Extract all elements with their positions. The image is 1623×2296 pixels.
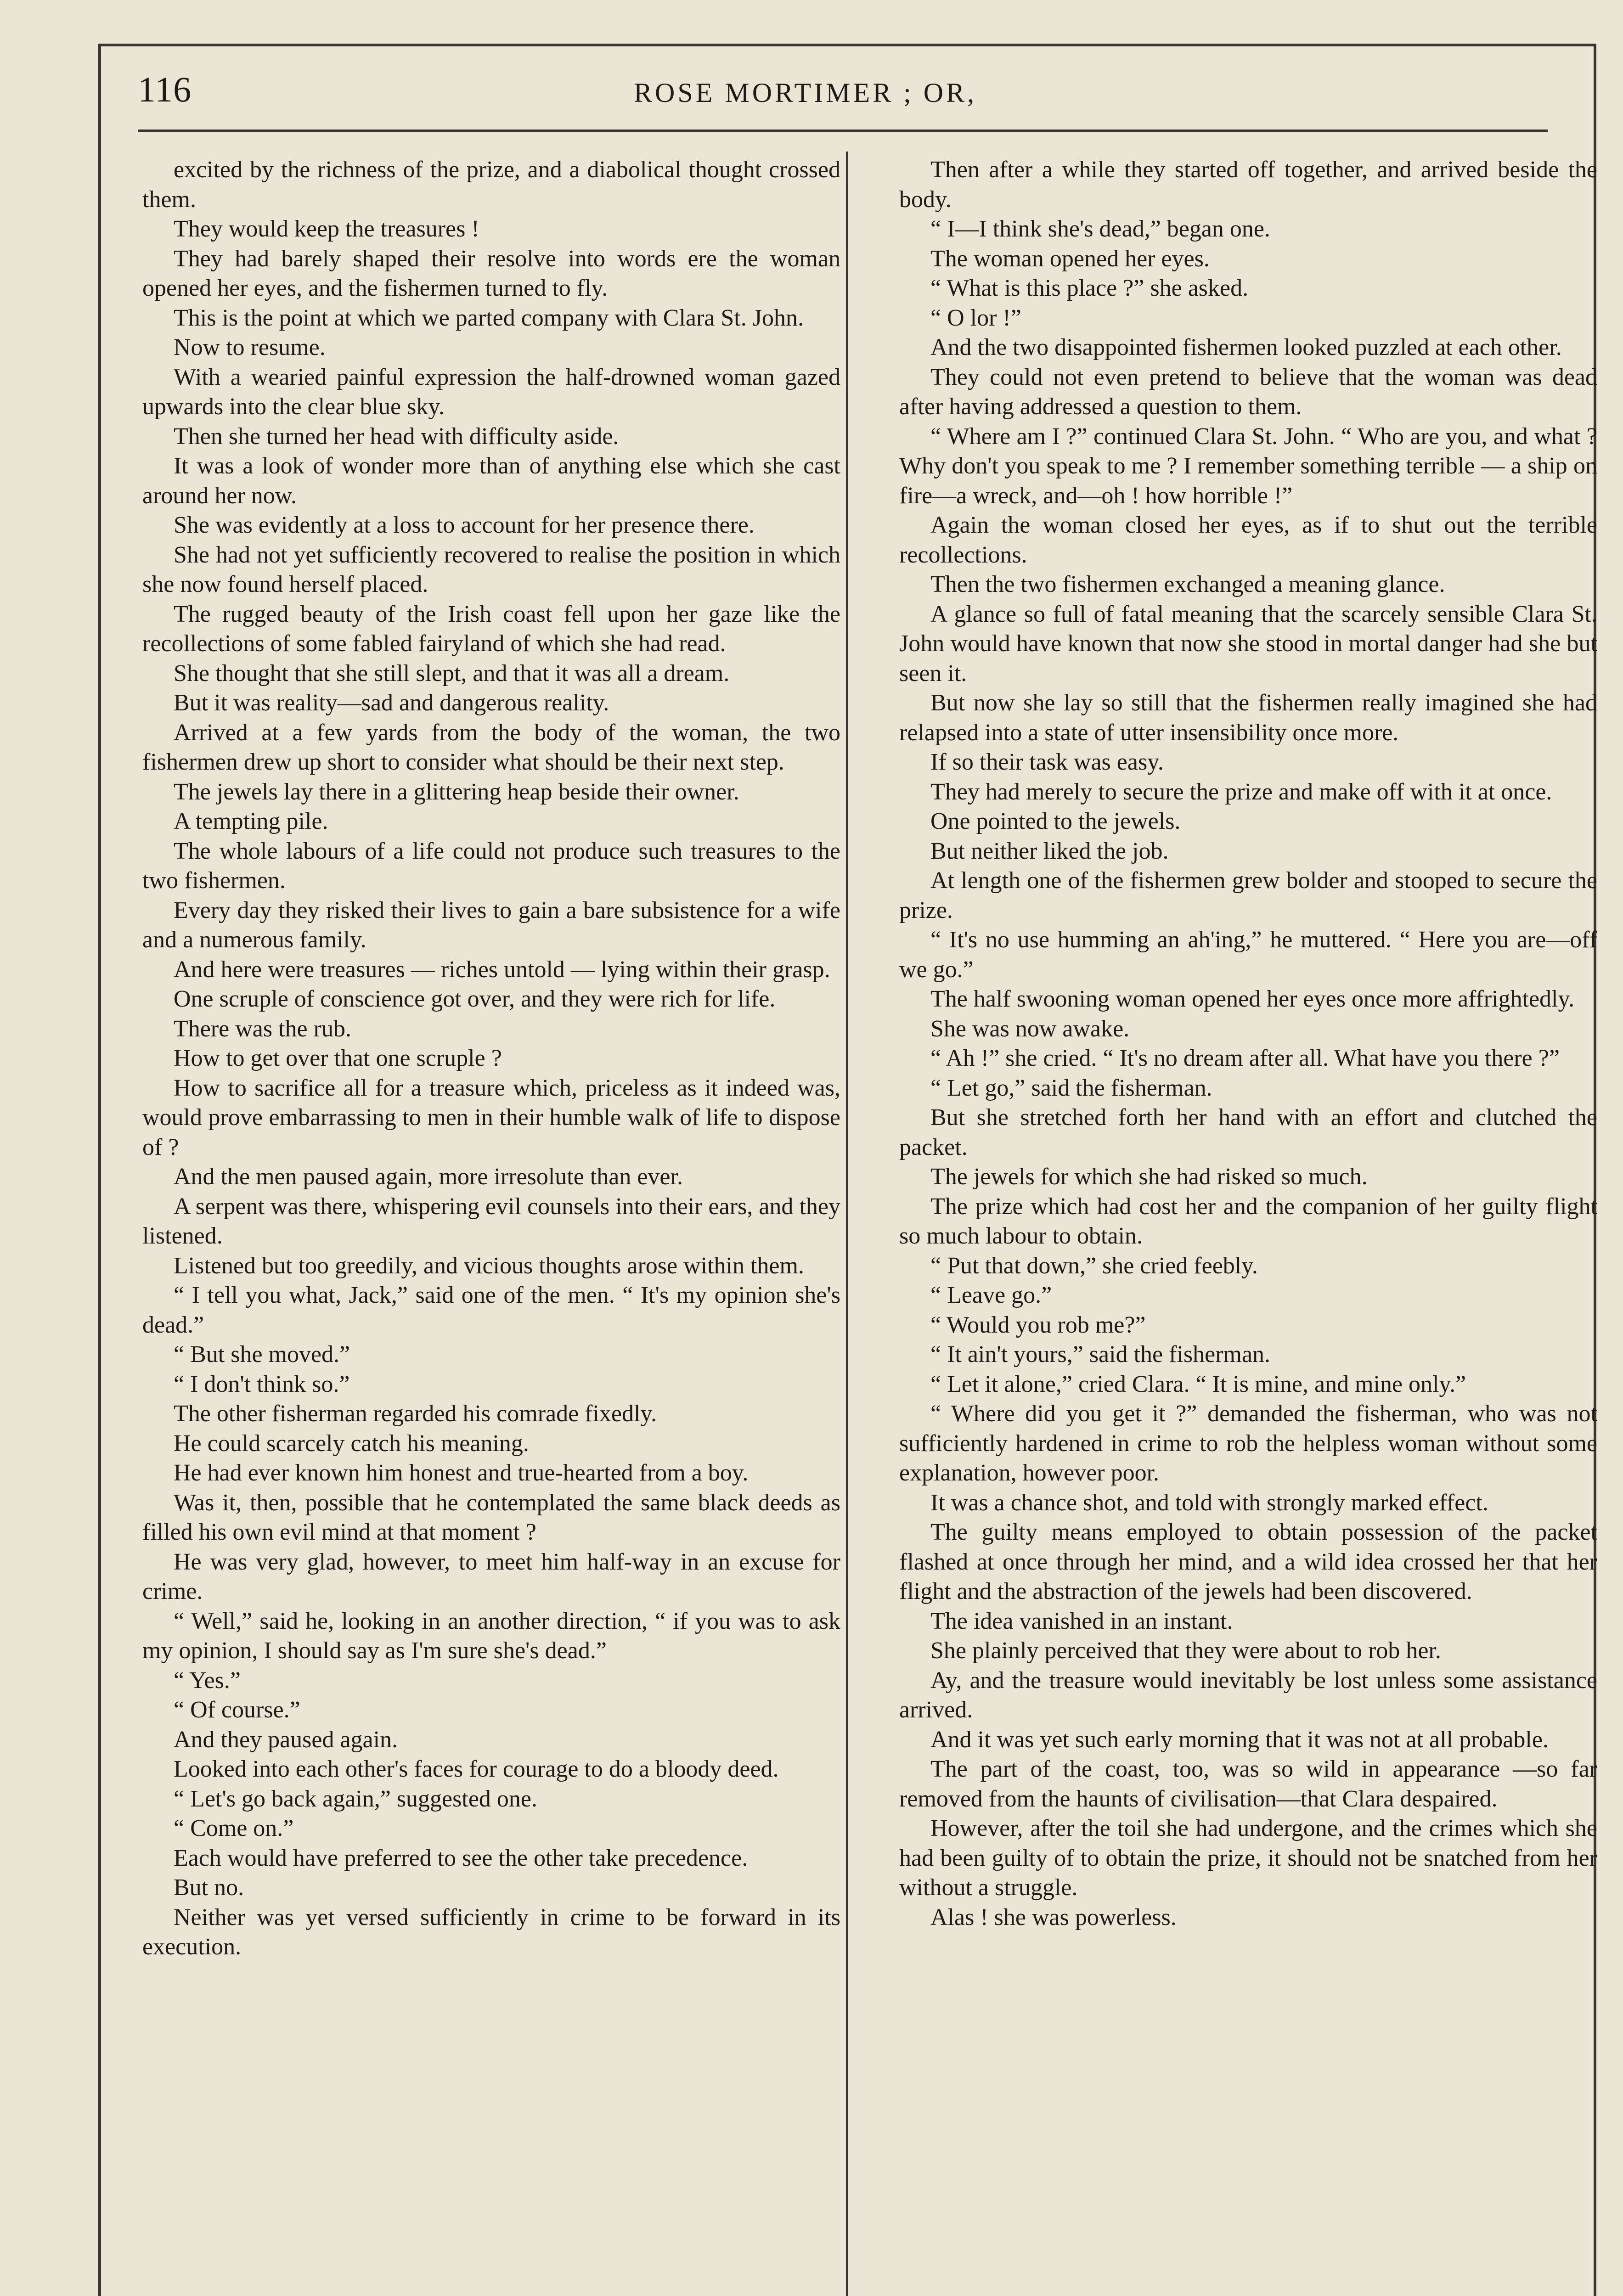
paragraph: They could not even pretend to believe that the woman was dead after having addressed a question to them. (899, 364, 1597, 420)
paragraph: “ Ah !” she cried. “ It's no dream after all. What have you there ?” (930, 1045, 1560, 1071)
running-head: ROSE MORTIMER ; OR, (634, 78, 977, 108)
text-column-right (899, 155, 1597, 2296)
column-divider (846, 152, 848, 2296)
paragraph: The whole labours of a life could not produce such treasures to the two fishermen. (142, 838, 840, 894)
paragraph: However, after the toil she had undergone, and the crimes which she had been guilty of to obtain the prize, it should not be snatched from her without a struggle. (899, 1815, 1597, 1901)
paragraph: They had merely to secure the prize and make off with it at once. (930, 778, 1552, 805)
paragraph: But it was reality—sad and dangerous reality. (174, 690, 609, 716)
paragraph: Each would have preferred to see the other take precedence. (174, 1845, 748, 1871)
paragraph: “ It's no use humming an ah'ing,” he muttered. “ Here you are—off we go.” (899, 927, 1597, 983)
paragraph: The part of the coast, too, was so wild in appearance —so far removed from the haunts of civilisation—that Clara despaired. (899, 1756, 1597, 1812)
header-rule (138, 129, 1548, 132)
paragraph: “ I don't think so.” (174, 1371, 350, 1397)
text-column-left (142, 155, 840, 2296)
paragraph: The rugged beauty of the Irish coast fell upon her gaze like the recollections of some fabled fairyland of which she had read. (142, 601, 840, 657)
paragraph: A tempting pile. (174, 808, 328, 834)
paragraph: She thought that she still slept, and that it was all a dream. (174, 660, 730, 687)
paragraph: They would keep the treasures ! (174, 216, 479, 242)
paragraph: It was a chance shot, and told with strongly marked effect. (930, 1489, 1488, 1516)
paragraph: Again the woman closed her eyes, as if to shut out the terrible recollections. (899, 512, 1597, 568)
paragraph: Arrived at a few yards from the body of the woman, the two fishermen drew up short to consider what should be their next step. (142, 719, 840, 775)
paragraph: “ Let it alone,” cried Clara. “ It is mine, and mine only.” (930, 1371, 1466, 1397)
paragraph: A serpent was there, whispering evil counsels into their ears, and they listened. (142, 1193, 840, 1249)
paragraph: The prize which had cost her and the companion of her guilty flight so much labour to obtain. (899, 1193, 1597, 1249)
paragraph: “ Put that down,” she cried feebly. (930, 1252, 1258, 1279)
paragraph: Then she turned her head with difficulty aside. (174, 423, 619, 450)
paragraph: And here were treasures — riches untold — lying within their grasp. (174, 956, 830, 983)
paragraph: “ Leave go.” (930, 1282, 1052, 1308)
paragraph: “ It ain't yours,” said the fisherman. (930, 1341, 1271, 1367)
paragraph: “ Where did you get it ?” demanded the fisherman, who was not sufficiently hardened in crime to rob the helpless woman without some explanation, however poor. (899, 1401, 1597, 1486)
paragraph: Looked into each other's faces for courage to do a bloody deed. (174, 1756, 779, 1782)
paragraph: With a wearied painful expression the half-drowned woman gazed upwards into the clear blue sky. (142, 364, 840, 420)
paragraph: The jewels for which she had risked so much. (930, 1164, 1368, 1190)
paragraph: One pointed to the jewels. (930, 808, 1181, 834)
paragraph: Neither was yet versed sufficiently in crime to be forward in its execution. (142, 1904, 840, 1960)
paragraph: “ But she moved.” (174, 1341, 350, 1367)
paragraph: One scruple of conscience got over, and they were rich for life. (174, 986, 776, 1012)
paragraph: “ Let go,” said the fisherman. (930, 1075, 1212, 1101)
paragraph: But no. (174, 1874, 244, 1901)
paragraph: And the two disappointed fishermen looked puzzled at each other. (930, 334, 1562, 360)
paragraph: “ Come on.” (174, 1815, 294, 1841)
paragraph: “ Where am I ?” continued Clara St. John. “ Who are you, and what ? Why don't you speak to me ? I remember something terrible — a ship on fire—a wreck, and—oh ! how horrible !” (899, 423, 1597, 509)
paragraph: If so their task was easy. (930, 749, 1164, 775)
paragraph: This is the point at which we parted company with Clara St. John. (174, 304, 804, 331)
paragraph: They had barely shaped their resolve into words ere the woman opened her eyes, and the fishermen turned to fly. (142, 245, 840, 301)
paragraph: And it was yet such early morning that it was not at all probable. (930, 1726, 1549, 1753)
paragraph: The jewels lay there in a glittering heap beside their owner. (174, 778, 739, 805)
page-border-left (98, 44, 101, 2296)
paragraph: “ I—I think she's dead,” began one. (930, 216, 1271, 242)
paragraph: At length one of the fishermen grew bolder and stooped to secure the prize. (899, 867, 1597, 923)
paragraph: But she stretched forth her hand with an effort and clutched the packet. (899, 1104, 1597, 1160)
paragraph: The guilty means employed to obtain possession of the packet flashed at once through her mind, and a wild idea crossed her that her flight and the abstraction of the jewels had been discovered. (899, 1519, 1597, 1604)
paragraph: Then after a while they started off together, and arrived beside the body. (899, 157, 1597, 213)
paragraph: Now to resume. (174, 334, 326, 360)
paragraph: It was a look of wonder more than of anything else which she cast around her now. (142, 453, 840, 509)
paragraph: Was it, then, possible that he contemplated the same black deeds as filled his own evil mind at that moment ? (142, 1489, 840, 1545)
paragraph: She plainly perceived that they were about to rob her. (930, 1638, 1441, 1664)
paragraph: “ What is this place ?” she asked. (930, 275, 1249, 301)
paragraph: excited by the richness of the prize, and a diabolical thought crossed them. (142, 157, 840, 213)
paragraph: The half swooning woman opened her eyes once more affrightedly. (930, 986, 1575, 1012)
paragraph: “ O lor !” (930, 304, 1021, 331)
paragraph: She had not yet sufficiently recovered to realise the position in which she now found herself placed. (142, 541, 840, 597)
paragraph: “ Well,” said he, looking in an another direction, “ if you was to ask my opinion, I should say as I'm sure she's dead.” (142, 1608, 840, 1664)
paragraph: The idea vanished in an instant. (930, 1608, 1233, 1634)
paragraph: Alas ! she was powerless. (930, 1904, 1177, 1930)
page-number: 116 (138, 69, 192, 109)
paragraph: “ Let's go back again,” suggested one. (174, 1785, 537, 1812)
paragraph: “ I tell you what, Jack,” said one of the men. “ It's my opinion she's dead.” (142, 1282, 840, 1338)
paragraph: A glance so full of fatal meaning that the scarcely sensible Clara St. John would have known that now she stood in mortal danger had she but seen it. (899, 601, 1597, 687)
paragraph: He could scarcely catch his meaning. (174, 1430, 529, 1457)
paragraph: But neither liked the job. (930, 838, 1169, 864)
paragraph: The woman opened her eyes. (930, 245, 1210, 272)
paragraph: “ Would you rob me?” (930, 1311, 1146, 1338)
paragraph: How to sacrifice all for a treasure which, priceless as it indeed was, would prove embarrassing to men in their humble walk of life to dispose of ? (142, 1075, 840, 1160)
paragraph: Ay, and the treasure would inevitably be lost unless some assistance arrived. (899, 1667, 1597, 1723)
paragraph: And the men paused again, more irresolute than ever. (174, 1164, 683, 1190)
paragraph: Then the two fishermen exchanged a meaning glance. (930, 571, 1445, 597)
paragraph: How to get over that one scruple ? (174, 1045, 502, 1071)
paragraph: Every day they risked their lives to gain a bare subsistence for a wife and a numerous family. (142, 897, 840, 953)
paragraph: She was evidently at a loss to account for her presence there. (174, 512, 755, 538)
paragraph: There was the rub. (174, 1015, 351, 1042)
paragraph: She was now awake. (930, 1015, 1130, 1042)
paragraph: Listened but too greedily, and vicious thoughts arose within them. (174, 1252, 804, 1279)
paragraph: “ Of course.” (174, 1697, 300, 1723)
paragraph: But now she lay so still that the fishermen really imagined she had relapsed into a state of utter insensibility once more. (899, 690, 1597, 746)
paragraph: He had ever known him honest and true-hearted from a boy. (174, 1460, 749, 1486)
paragraph: “ Yes.” (174, 1667, 241, 1694)
paragraph: The other fisherman regarded his comrade fixedly. (174, 1401, 657, 1427)
paragraph: He was very glad, however, to meet him half-way in an excuse for crime. (142, 1548, 840, 1604)
page-border-top (98, 44, 1596, 46)
paragraph: And they paused again. (174, 1726, 398, 1753)
